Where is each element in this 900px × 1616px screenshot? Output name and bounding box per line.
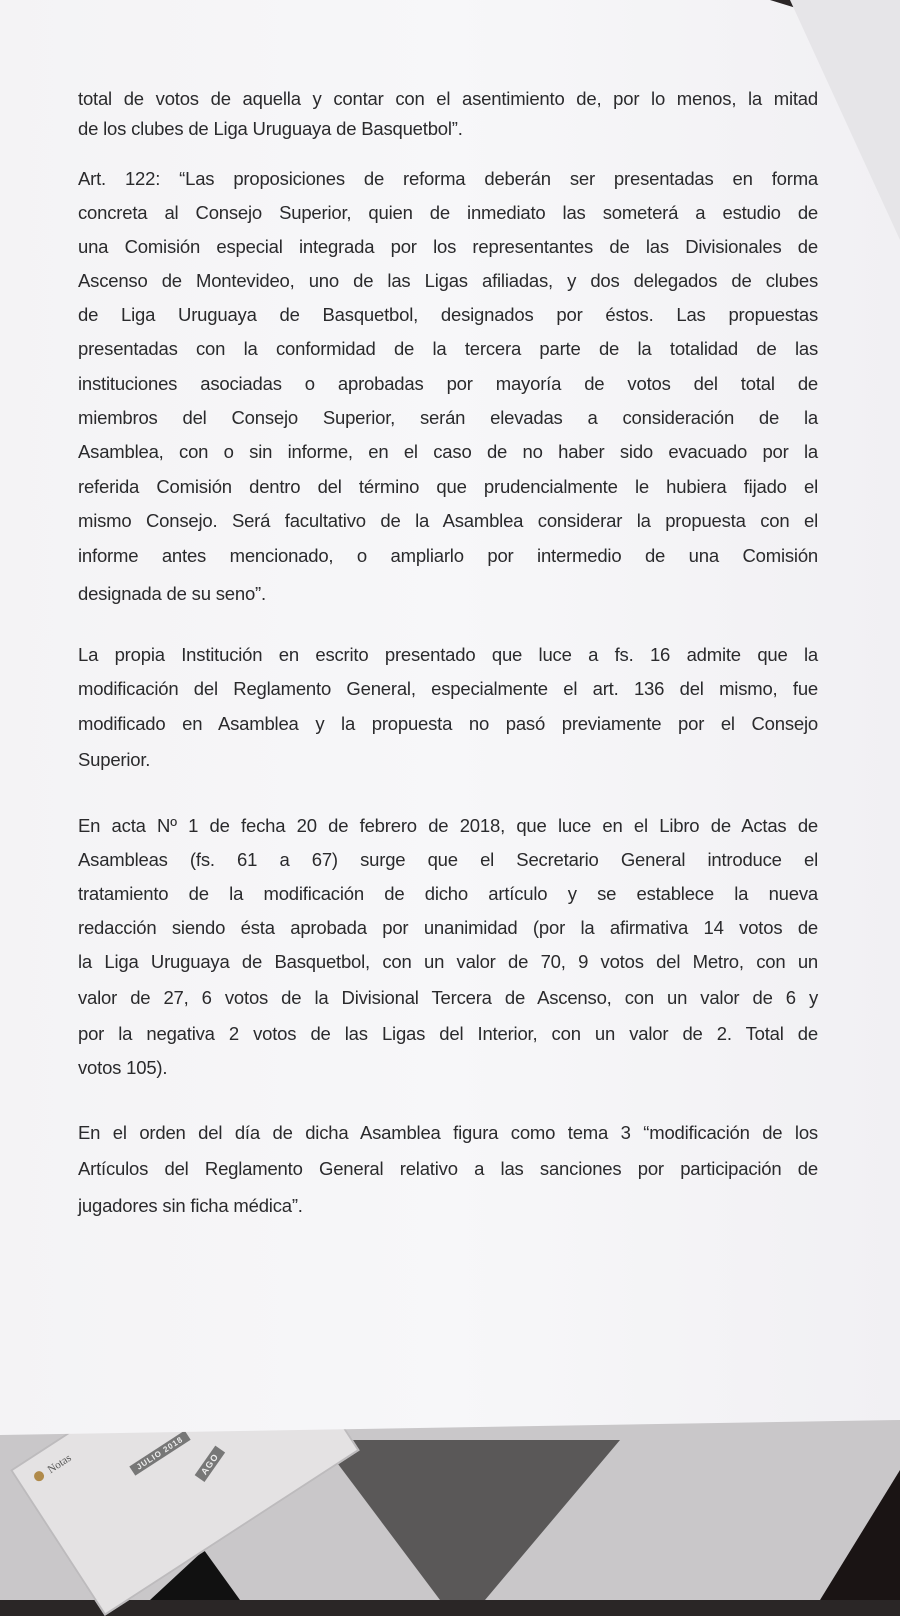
text-line: instituciones asociadas o aprobadas por mayoría de votos del total de xyxy=(78,373,818,394)
text-line: Artículos del Reglamento General relativo a las sanciones por participación de xyxy=(78,1158,818,1179)
text-line: valor de 27, 6 votos de la Divisional Tercera de Ascenso, con un valor de 6 y xyxy=(78,987,818,1008)
text-line: redacción siendo ésta aprobada por unanimidad (por la afirmativa 14 votos de xyxy=(78,917,818,938)
text-line: por la negativa 2 votos de las Ligas del Interior, con un valor de 2. Total de xyxy=(78,1023,818,1044)
text-line: concreta al Consejo Superior, quien de inmediato las someterá a estudio de xyxy=(78,202,818,223)
text-line: miembros del Consejo Superior, serán elevadas a consideración de la xyxy=(78,407,818,428)
text-line: Asamblea, con o sin informe, en el caso de no haber sido evacuado por la xyxy=(78,441,818,462)
text-line: votos 105). xyxy=(78,1057,168,1078)
text-line: referida Comisión dentro del término que prudencialmente le hubiera fijado el xyxy=(78,476,818,497)
text-line: presentadas con la conformidad de la tercera parte de la totalidad de las xyxy=(78,338,818,359)
text-line: Superior. xyxy=(78,749,151,770)
text-line: Asambleas (fs. 61 a 67) surge que el Secretario General introduce el xyxy=(78,849,818,870)
text-line: la Liga Uruguaya de Basquetbol, con un valor de 70, 9 votos del Metro, con un xyxy=(78,951,818,972)
calendar-next-month-label: AGO xyxy=(195,1446,225,1482)
text-line: una Comisión especial integrada por los representantes de las Divisionales de xyxy=(78,236,818,257)
text-line: designada de su seno”. xyxy=(78,583,266,604)
text-line: de los clubes de Liga Uruguaya de Basquetbol”. xyxy=(78,118,463,139)
text-line: Ascenso de Montevideo, uno de las Ligas afiliadas, y dos delegados de clubes xyxy=(78,270,818,291)
text-line: total de votos de aquella y contar con el asentimiento de, por lo menos, la mitad xyxy=(78,88,818,109)
notes-dot-icon xyxy=(32,1469,46,1483)
text-line: jugadores sin ficha médica”. xyxy=(78,1195,303,1216)
text-line: Art. 122: “Las proposiciones de reforma deberán ser presentadas en forma xyxy=(78,168,818,189)
text-line: modificación del Reglamento General, especialmente el art. 136 del mismo, fue xyxy=(78,678,818,699)
calendar-month-label: JULIO 2018 xyxy=(129,1431,190,1476)
text-line: modificado en Asamblea y la propuesta no pasó previamente por el Consejo xyxy=(78,713,818,734)
text-line: La propia Institución en escrito presentado que luce a fs. 16 admite que la xyxy=(78,644,818,665)
text-line: En el orden del día de dicha Asamblea figura como tema 3 “modificación de los xyxy=(78,1122,818,1143)
text-line: informe antes mencionado, o ampliarlo por intermedio de una Comisión xyxy=(78,545,818,566)
text-line: En acta Nº 1 de fecha 20 de febrero de 2018, que luce en el Libro de Actas de xyxy=(78,815,818,836)
text-line: de Liga Uruguaya de Basquetbol, designados por éstos. Las propuestas xyxy=(78,304,818,325)
text-line: tratamiento de la modificación de dicho artículo y se establece la nueva xyxy=(78,883,818,904)
text-line: mismo Consejo. Será facultativo de la Asamblea considerar la propuesta con el xyxy=(78,510,818,531)
calendar-notes-label: Notas xyxy=(45,1452,74,1477)
